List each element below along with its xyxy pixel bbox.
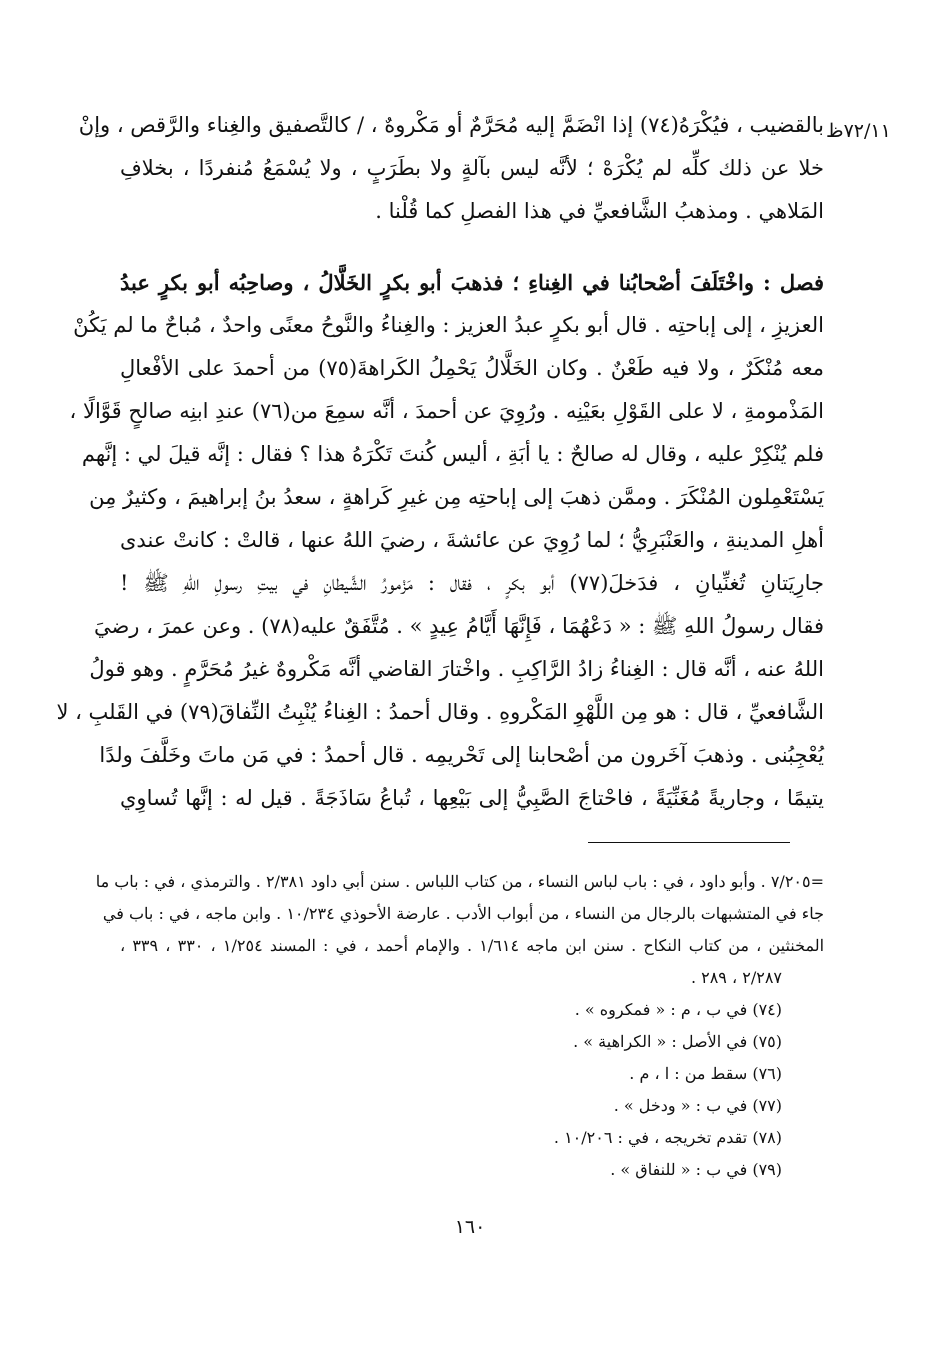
text-line: المَذْمومةِ ، لا على القَوْلِ بعَيْنِه . ورُوِيَ عن أحمدَ ، أنَّه سمِعَ من(٧٦) عندِ ابنِه صالحٍ قَوَّالًا ،: [69, 399, 824, 423]
text-line: اللهُ عنه ، أنَّه قال : الغِناءُ زادُ الرَّاكِبِ . واخْتارَ القاضي أنَّه مَكْروهٌ غيرُ مُحَرَّمٍ . وهو قولُ: [89, 657, 824, 681]
text-line: معه مُنْكَرٌ ، ولا فيه طَعْنٌ . وكان الخَلَّالُ يَحْمِلُ الكَراهةَ(٧٥) من أحمدَ على الأفْعالِ: [120, 356, 824, 380]
footnote-77: (٧٧) في ب : « ودخل » .: [613, 1096, 782, 1115]
footnote-continued-line: =٧/٢٠٥ . وأبو داود ، في : باب لباس النساء ، من كتاب اللباس . سنن أبي داود ٢/٣٨١ . والترمذي ، في : باب ما: [95, 872, 824, 891]
page-number: ١٦٠: [454, 1216, 486, 1238]
margin-folio-note: ٧٢/١١ظ: [826, 120, 891, 142]
text-line: الشَّافعيِّ ، قال : هو مِن اللَّهْوِ المَكْروهِ . وقال أحمدُ : الغِناءُ يُنْبِتُ النِّفاقَ(٧٩) في القَلبِ ، لا: [56, 700, 824, 724]
text-line: يُعْجِبُنى . وذهبَ آخَرون من أصْحابنا إلى تَحْريمِه . قال أحمدُ : في مَن ماتَ وخَلَّفَ ولدًا: [99, 743, 824, 767]
footnote-78: (٧٨) تقدم تخريجه ، في : ١٠/٢٠٦ .: [553, 1128, 782, 1147]
footnote-continued-line: المخنثين ، من كتاب النكاح . سنن ابن ماجه ١/٦١٤ . والإمام أحمد ، في : المسند ١/٢٥٤ ، ٣٣٠ ، ٣٣٩ ،: [120, 936, 825, 955]
text-line: بالقضيب ، فيُكْرَهُ(٧٤) إذا انْضَمَّ إليه مُحَرَّمٌ أو مَكْروهٌ ، / كالتَّصفيق والغِناء والرَّقص ، وإنْ: [78, 113, 824, 137]
footnote-separator: [588, 842, 790, 843]
text-line: جارِيَتانِ تُغنِّيانِ ، فدَخلَ(٧٧) أبو بكرٍ ، فقال : مَزْمورُ الشَّيطانِ في بيتِ رسولِ اللهِ ﷺ !: [120, 571, 825, 595]
text-line: خلا عن ذلك كلِّه لم يُكْرَهْ ؛ لأنَّه ليس بآلةٍ ولا بطَرَبٍ ، ولا يُسْمَعُ مُنفردًا ، بخلافِ: [120, 156, 824, 180]
text-line: المَلاهي . ومذهبُ الشَّافعيِّ في هذا الفصلِ كما قُلْنا .: [375, 199, 824, 223]
footnote-74: (٧٤) في ب ، م : « فمكروه » .: [574, 1000, 782, 1019]
footnote-76: (٧٦) سقط من : ا ، م .: [629, 1064, 782, 1083]
text-line: فقال رسولُ اللهِ ﷺ : « دَعْهُمَا ، فَإِنَّهَا أَيَّامُ عِيدٍ » . مُتَّفَقٌ عليه(٧٨) . وعن عمرَ ، رضيَ: [93, 614, 824, 638]
text-line: العزيزِ ، إلى إباحتِه . قال أبو بكرٍ عبدُ العزيز : والغِناءُ والنَّوحُ معنًى واحدٌ ، مُباحٌ ما لم يَكُنْ: [73, 313, 824, 337]
text-line: أهلِ المدينةِ ، والعَنْبَرِيُّ ؛ لما رُوِيَ عن عائشةَ ، رضيَ اللهُ عنها ، قالتْ : كانتْ عندى: [120, 528, 824, 552]
footnote-75: (٧٥) في الأصل : « الكراهية » .: [573, 1032, 782, 1051]
section-heading-line: فصل : واخْتَلَفَ أصْحابُنا في الغِناءِ ؛ فذهبَ أبو بكرٍ الخَلَّالُ ، وصاحِبُه أبو بكرٍ عبدُ: [120, 270, 824, 295]
footnotes: [95, 866, 825, 1186]
paragraph-gap: [120, 233, 824, 261]
footnote-continued-line: ٢/٢٨٧ ، ٢٨٩ .: [690, 968, 782, 987]
footnote-continued-line: جاء في المتشبهات بالرجال من النساء ، من أبواب الأدب . عارضة الأحوذي ١٠/٢٣٤ . وابن ماجه ، في : باب في: [102, 904, 824, 923]
footnote-79: (٧٩) في ب : « للنفاق » .: [610, 1160, 782, 1179]
main-text: [56, 104, 825, 820]
text-line: فلم يُنْكِرْ عليه ، وقال له صالحٌ : يا أبَةِ ، أليس كُنتَ تَكْرَهُ هذا ؟ فقال : إنَّه قيلَ لي : إنَّهم: [81, 442, 824, 466]
text-line: يتيمًا ، وجاريةً مُغَنِّيَةً ، فاحْتاجَ الصَّبِيُّ إلى بَيْعِها ، تُباعُ سَاذَجَةً . قيل له : إنَّها تُساوِي: [120, 786, 824, 810]
text-line: يَسْتَعْمِلون المُنْكَرَ . وممَّن ذهبَ إلى إباحتِه مِن غيرِ كَراهةٍ ، سعدُ بنُ إبراهيمَ ، وكثيرٌ مِن: [89, 485, 824, 509]
